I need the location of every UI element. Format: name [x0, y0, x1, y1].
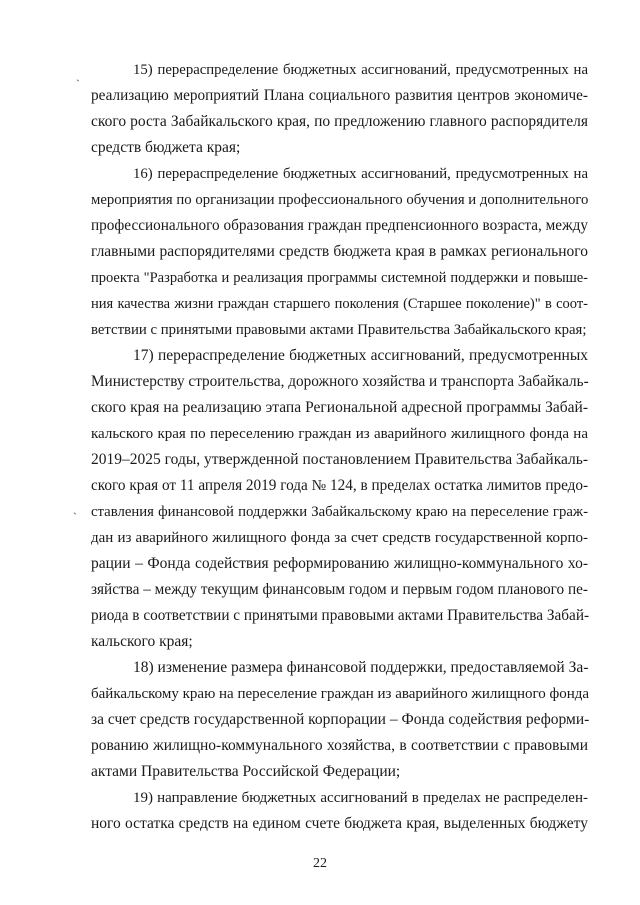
text-line: риода в соответствии с принятыми правовыми актами Правительства Забай- — [91, 607, 590, 624]
text-line: реализацию мероприятий Плана социального развития центров экономиче- — [91, 87, 588, 104]
text-line: кальского края; — [91, 633, 193, 650]
text-line: главными распорядителями средств бюджета края в рамках регионального — [91, 243, 588, 260]
text-line: 17) перераспределение бюджетных ассигнований, предусмотренных — [133, 347, 588, 364]
text-line: ского края на реализацию этапа Региональной адресной программы Забай- — [91, 399, 588, 416]
text-line: ского края от 11 апреля 2019 года № 124, в пределах остатка лимитов предо- — [91, 477, 589, 494]
text-line: 15) перераспределение бюджетных ассигнований, предусмотренных на — [133, 62, 588, 78]
text-line: ния качества жизни граждан старшего поколения (Старшее поколение)" в соот- — [91, 296, 588, 312]
text-line: актами Правительства Российской Федерации; — [91, 763, 401, 780]
scan-mark: ˏ — [73, 501, 77, 515]
text-line: рации – Фонда содействия реформированию жилищно-коммунального хо- — [91, 555, 588, 572]
page-number: 22 — [313, 856, 327, 871]
text-line: за счет средств государственной корпорации – Фонда содействия реформи- — [91, 711, 590, 728]
text-line: дан из аварийного жилищного фонда за счет средств государственной корпо- — [91, 530, 588, 546]
text-line: мероприятия по организации профессионального обучения и дополнительного — [91, 192, 589, 208]
text-line: ного остатка средств на едином счете бюджета края, выделенных бюджету — [91, 815, 588, 832]
text-line: 19) направление бюджетных ассигнований в пределах не распределен- — [133, 790, 588, 806]
text-line: ского роста Забайкальского края, по предложению главного распорядителя — [91, 113, 588, 130]
scan-mark: ˏ — [76, 68, 80, 82]
text-line: 2019–2025 годы, утвержденной постановлением Правительства Забайкаль- — [91, 451, 588, 468]
text-line: кальского края по переселению граждан из аварийного жилищного фонда на — [91, 426, 588, 442]
text-line: профессионального образования граждан предпенсионного возраста, между — [91, 217, 588, 234]
text-line: 18) изменение размера финансовой поддержки, предоставляемой За- — [133, 659, 589, 676]
text-line: ветствии с принятыми правовыми актами Правительства Забайкальского края; — [91, 322, 587, 338]
text-line: рованию жилищно-коммунального хозяйства, в соответствии с правовыми — [91, 737, 588, 754]
text-line: средств бюджета края; — [91, 139, 241, 156]
text-line: байкальскому краю на переселение граждан из аварийного жилищного фонда — [91, 686, 590, 702]
text-line: 16) перераспределение бюджетных ассигнований, предусмотренных на — [133, 166, 588, 182]
text-line: зяйства – между текущим финансовым годом и первым годом планового пе- — [91, 581, 588, 598]
text-line: ставления финансовой поддержки Забайкальскому краю на переселение граж- — [91, 504, 588, 520]
text-line: Министерству строительства, дорожного хозяйства и транспорта Забайкаль- — [91, 373, 589, 390]
text-line: проекта "Разработка и реализация программы системной поддержки и повыше- — [91, 270, 588, 286]
